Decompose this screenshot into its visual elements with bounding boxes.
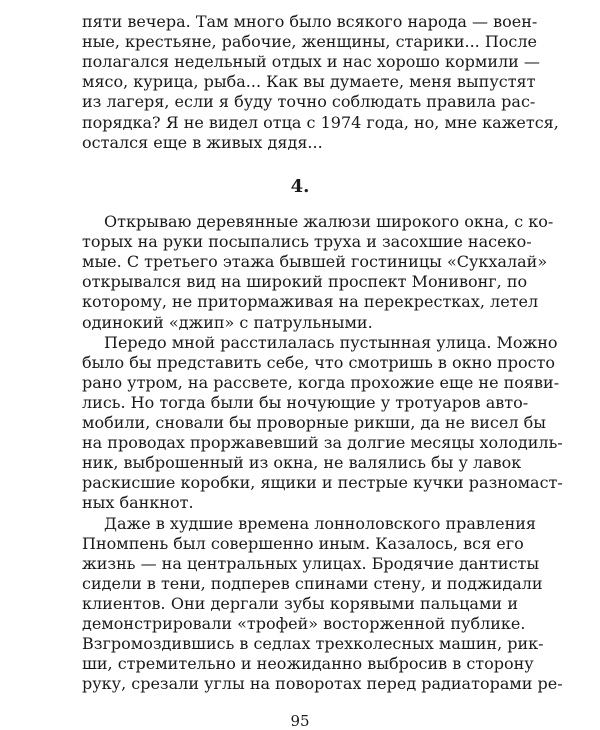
text-line: рано утром, на рассвете, когда прохожие еще не появи- (82, 373, 560, 392)
text-line: ник, выброшенный из окна, не валялись бы у лавок (82, 453, 522, 472)
text-line: Взгромоздившись в седлах трехколесных машин, рик- (82, 634, 544, 653)
text-line: на проводах проржавевший за долгие месяцы холодиль- (82, 433, 563, 452)
page-number: 95 (290, 712, 310, 730)
text-line: пяти вечера. Там много было всякого народа — воен- (82, 12, 538, 31)
text-line: одинокий «джип» с патрульными. (82, 313, 373, 332)
text-line: лись. Но тогда были бы ночующие у тротуаров авто- (82, 393, 529, 412)
text-line: Открываю деревянные жалюзи широкого окна, с ко- (104, 212, 554, 231)
text-line: мобили, сновали бы проворные рикши, да не висел бы (82, 413, 546, 432)
text-line: из лагеря, если я буду точно соблюдать правила рас- (82, 92, 536, 111)
section-heading: 4. (290, 176, 310, 197)
text-line: полагался недельный отдых и нас хорошо кормили — (82, 52, 540, 71)
text-line: открывался вид на широкий проспект Монивонг, по (82, 272, 528, 291)
text-line: руку, срезали углы на поворотах перед радиаторами ре- (82, 674, 563, 693)
text-line: остался еще в живых дядя... (82, 133, 323, 152)
text-line: сидели в тени, подперев спинами стену, и поджидали (82, 574, 543, 593)
text-line: было бы представить себе, что смотришь в окно просто (82, 353, 556, 372)
text-line: мые. С третьего этажа бывшей гостиницы «Сукхалай» (82, 252, 548, 271)
text-line: Пномпень был совершенно иным. Казалось, вся его (82, 534, 524, 553)
text-line: клиентов. Они дергали зубы корявыми пальцами и (82, 594, 518, 613)
text-line: раскисшие коробки, ящики и пестрые кучки разномаст- (82, 473, 563, 492)
text-line: ных банкнот. (82, 493, 194, 512)
text-line: ши, стремительно и неожиданно выбросив в сторону (82, 654, 534, 673)
text-line: мясо, курица, рыба... Как вы думаете, меня выпустят (82, 72, 536, 91)
text-line: торых на руки посыпались труха и засохшие насеко- (82, 232, 532, 251)
text-line: Даже в худшие времена лонноловского правления (104, 514, 536, 533)
text-line: демонстрировали «трофей» восторженной публике. (82, 614, 526, 633)
text-line: которому, не притормаживая на перекрестках, летел (82, 292, 539, 311)
text-line: Передо мной расстилалась пустынная улица. Можно (104, 333, 558, 352)
text-line: жизнь — на центральных улицах. Бродячие дантисты (82, 554, 540, 573)
text-line: порядка? Я не видел отца с 1974 года, но, мне кажется, (82, 113, 559, 132)
text-line: ные, крестьяне, рабочие, женщины, старики... После (82, 32, 538, 51)
